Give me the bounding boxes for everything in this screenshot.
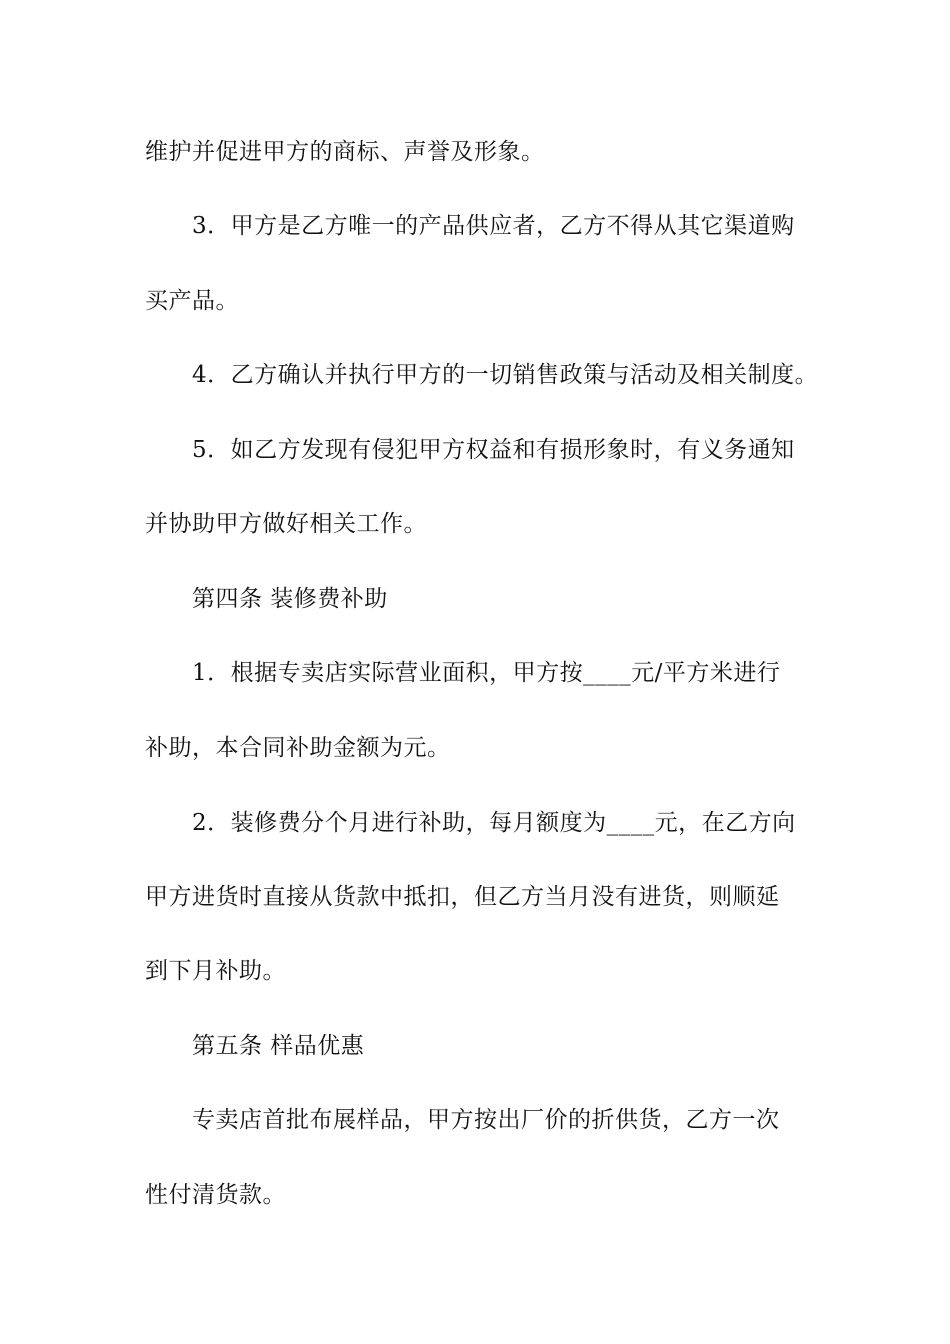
- article-heading-4: 第四条 装修费补助: [192, 586, 388, 612]
- paragraph-line: 补助，本合同补助金额为元。: [145, 735, 451, 761]
- clause-item-4: 4．乙方确认并执行甲方的一切销售政策与活动及相关制度。: [192, 362, 819, 388]
- paragraph-line: 买产品。: [145, 288, 239, 314]
- paragraph-line: 性付清货款。: [145, 1182, 286, 1208]
- paragraph-line: 专卖店首批布展样品，甲方按出厂价的折供货，乙方一次: [192, 1107, 780, 1133]
- paragraph-line: 到下月补助。: [145, 958, 286, 984]
- paragraph-line: 甲方进货时直接从货款中抵扣，但乙方当月没有进货，则顺延: [145, 884, 780, 910]
- article-heading-5: 第五条 样品优惠: [192, 1033, 365, 1059]
- paragraph-line: 维护并促进甲方的商标、声誉及形象。: [145, 139, 545, 165]
- paragraph-line: 并协助甲方做好相关工作。: [145, 511, 427, 537]
- clause-item-1: 1．根据专卖店实际营业面积，甲方按____元/平方米进行: [192, 660, 781, 686]
- clause-item-2: 2．装修费分个月进行补助，每月额度为____元，在乙方向: [192, 810, 796, 836]
- clause-item-3: 3．甲方是乙方唯一的产品供应者，乙方不得从其它渠道购: [192, 213, 795, 239]
- clause-item-5: 5．如乙方发现有侵犯甲方权益和有损形象时，有义务通知: [192, 437, 795, 463]
